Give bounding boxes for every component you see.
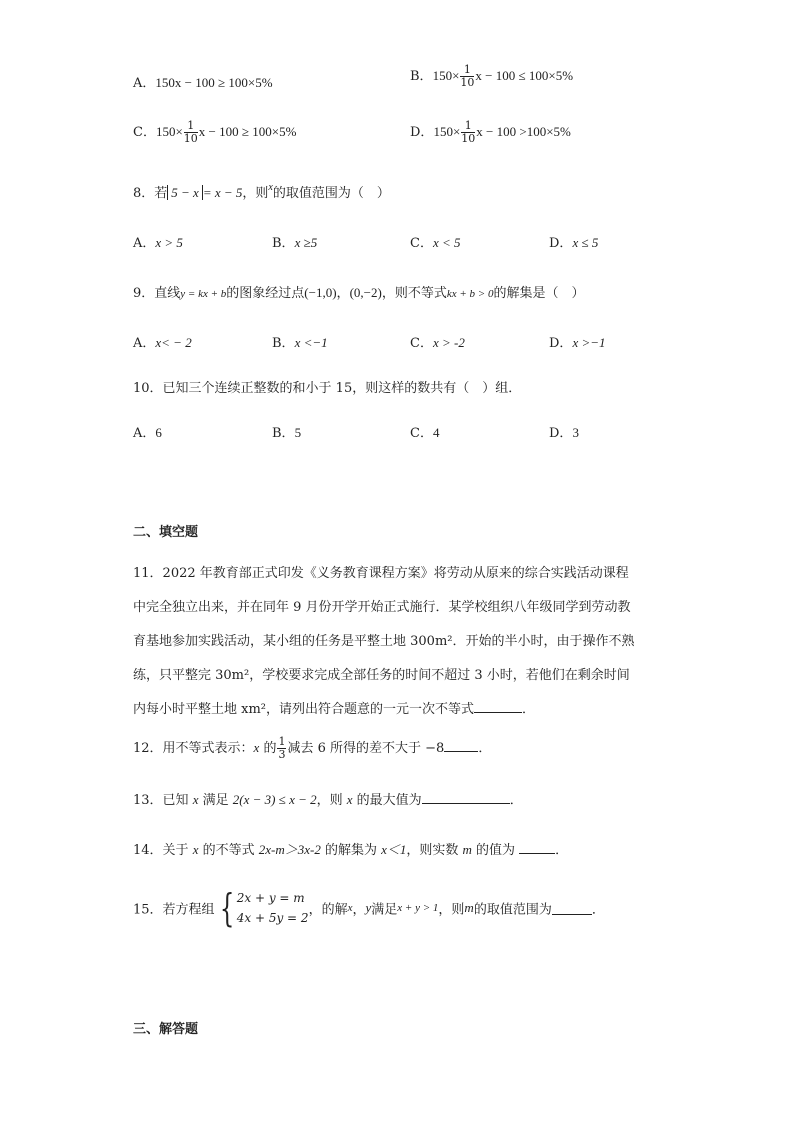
variable: x	[268, 182, 273, 193]
option-expression: x > 5	[155, 235, 183, 250]
inequality: kx + b > 0	[446, 288, 494, 300]
q13-stem	[133, 789, 523, 808]
q11-line-text: 内每小时平整土地 xm²，请列出符合题意的一元一次不等式	[133, 702, 475, 717]
option-expression: x ≥5	[294, 235, 318, 250]
q9-stem	[133, 282, 584, 301]
equation-2: 4x + 5y = 2	[236, 911, 309, 925]
option-expression-post: x − 100 ≥ 100×5%	[198, 124, 297, 139]
option-expression-post: x − 100 ≤ 100×5%	[475, 68, 574, 83]
option-label: B．	[272, 236, 295, 251]
option-expression: x >−1	[572, 335, 606, 350]
q11-paragraph	[133, 557, 663, 727]
question-text: ，则实数	[406, 843, 463, 858]
option-label: B．	[410, 69, 433, 84]
option-label: D．	[549, 336, 573, 351]
option-label: C．	[410, 236, 433, 251]
variable: y	[365, 900, 372, 915]
fraction	[184, 120, 198, 145]
q7-option-a	[133, 72, 273, 91]
question-text: 13．已知	[133, 793, 193, 808]
option-expression: x > -2	[432, 335, 465, 350]
q14-stem	[133, 839, 568, 858]
answer-blank[interactable]	[422, 791, 510, 804]
option-label: B．	[272, 426, 295, 441]
q11-line: 中完全独立出来，并在同年 9 月份开学开始正式施行．某学校组织八年级同学到劳动教	[133, 600, 631, 615]
option-label: C．	[133, 125, 156, 140]
question-text: 12．用不等式表示：	[133, 741, 254, 756]
variable: m	[462, 842, 472, 857]
variable: m	[464, 900, 474, 915]
separator: ，	[352, 902, 366, 918]
q15-stem	[133, 888, 605, 928]
punctuation: ．	[522, 702, 536, 717]
line-equation: y = kx + b	[180, 288, 227, 300]
q9-option-b	[272, 332, 328, 351]
q8-option-b	[272, 232, 317, 251]
fraction-numerator: 1	[461, 120, 475, 133]
q10-option-d	[549, 422, 579, 441]
fraction-denominator: 10	[183, 132, 198, 145]
variable: x	[347, 902, 353, 914]
q10-option-a	[133, 422, 162, 441]
punctuation: ．	[555, 843, 569, 858]
q7-option-c	[133, 120, 296, 145]
option-expression: x< − 2	[155, 335, 192, 350]
q10-option-b	[272, 422, 301, 441]
inequality: 2x-m＞3x-2	[258, 842, 321, 857]
question-text: 的不等式	[198, 843, 259, 858]
point: (0,−2)	[349, 285, 382, 300]
separator: ，	[336, 286, 350, 301]
answer-blank[interactable]	[444, 739, 478, 752]
q11-line: 11．2022 年教育部正式印发《义务教育课程方案》将劳动从原来的综合实践活动课程	[133, 566, 629, 581]
equation-system	[237, 888, 309, 928]
fraction-denominator: 10	[461, 132, 476, 145]
option-label: D．	[549, 236, 573, 251]
question-text: 满足	[371, 902, 398, 918]
option-label: A．	[133, 76, 156, 91]
question-text: 的	[259, 741, 277, 756]
q9-option-c	[410, 332, 465, 351]
variable: x	[253, 740, 260, 755]
question-text: 的最大值为	[352, 793, 422, 808]
question-text: 8．若	[133, 186, 168, 201]
question-text: ，则	[316, 793, 347, 808]
q12-stem	[133, 736, 491, 761]
punctuation: ．	[509, 793, 523, 808]
punctuation: ．	[591, 902, 605, 918]
fraction-numerator: 1	[184, 120, 198, 133]
answer-blank[interactable]	[552, 902, 592, 915]
fraction	[461, 120, 475, 145]
question-text: ，则不等式	[381, 286, 447, 301]
q8-option-a	[133, 232, 183, 251]
question-text: 的解集是（ ）	[493, 286, 585, 301]
variable: x	[192, 842, 199, 857]
question-text: ，则	[242, 186, 269, 201]
condition: x + y > 1	[397, 902, 439, 914]
left-brace: {	[219, 886, 234, 930]
question-text: 满足	[198, 793, 233, 808]
question-text: 的值为	[471, 843, 520, 858]
q11-line	[133, 693, 663, 727]
solution-set: x＜1	[381, 842, 407, 857]
question-text: 15．若方程组	[133, 902, 215, 918]
q7-option-d	[410, 120, 571, 145]
fraction	[460, 64, 474, 89]
question-text: 的取值范围为（ ）	[272, 186, 390, 201]
option-label: A．	[133, 236, 156, 251]
option-expression: x < 5	[432, 235, 461, 250]
fraction-numerator: 1	[460, 64, 474, 77]
punctuation: ．	[478, 741, 492, 756]
option-expression: x ≤ 5	[572, 235, 599, 250]
q9-option-a	[133, 332, 192, 351]
q11-line: 育基地参加实践活动，某小组的任务是平整土地 300m²．开始的半小时，由于操作不熟	[133, 634, 635, 649]
option-label: A．	[133, 426, 156, 441]
option-expression: 4	[432, 425, 440, 440]
section-heading-answers: 三、解答题	[133, 1022, 199, 1037]
q8-stem	[133, 182, 390, 201]
question-text: 的解集为	[320, 843, 382, 858]
answer-blank[interactable]	[519, 841, 555, 854]
option-label: C．	[410, 426, 433, 441]
q10-option-c	[410, 422, 439, 441]
inequality: 2(x − 3) ≤ x − 2	[232, 792, 317, 807]
answer-blank[interactable]	[474, 700, 522, 713]
option-label: D．	[549, 426, 573, 441]
question-text: 9．直线	[133, 286, 181, 301]
equation-1: 2x + y = m	[236, 891, 305, 905]
q8-option-d	[549, 232, 598, 251]
fraction-denominator: 3	[278, 748, 286, 761]
question-text: 14．关于	[133, 843, 193, 858]
section-heading-fill-in: 二、填空题	[133, 525, 199, 540]
question-text: ，则	[438, 902, 465, 918]
equation: = x − 5	[202, 185, 243, 200]
q8-option-c	[410, 232, 461, 251]
option-expression: 150x − 100 ≥ 100×5%	[155, 75, 273, 90]
option-expression-pre: 150×	[432, 68, 460, 83]
variable: x	[192, 792, 199, 807]
question-text: 减去 6 所得的差不大于 −8	[287, 741, 445, 756]
question-text: 的图象经过点	[226, 286, 305, 301]
option-expression-pre: 150×	[155, 124, 183, 139]
absolute-value: 5 − x	[167, 185, 203, 200]
question-text: ，的解	[308, 902, 348, 918]
option-expression: x <−1	[294, 335, 328, 350]
fraction-numerator: 1	[278, 735, 286, 748]
q7-option-b	[410, 64, 573, 89]
fraction	[277, 736, 286, 761]
option-expression: 3	[572, 425, 579, 440]
option-label: A．	[133, 336, 156, 351]
option-label: C．	[410, 336, 433, 351]
option-label: D．	[410, 125, 434, 140]
q10-stem: 10．已知三个连续正整数的和小于 15，则这样的数共有（ ）组．	[133, 381, 522, 396]
q11-line: 练，只平整完 30m²，学校要求完成全部任务的时间不超过 3 小时，若他们在剩余时间	[133, 668, 630, 683]
fraction-denominator: 10	[460, 76, 475, 89]
option-expression-post: x − 100 >100×5%	[476, 124, 571, 139]
option-label: B．	[272, 336, 295, 351]
q9-option-d	[549, 332, 606, 351]
option-expression: 5	[294, 425, 302, 440]
question-text: 的取值范围为	[473, 902, 552, 918]
option-expression-pre: 150×	[433, 124, 461, 139]
point: (−1,0)	[304, 285, 337, 300]
variable: x	[346, 792, 353, 807]
option-expression: 6	[155, 425, 162, 440]
